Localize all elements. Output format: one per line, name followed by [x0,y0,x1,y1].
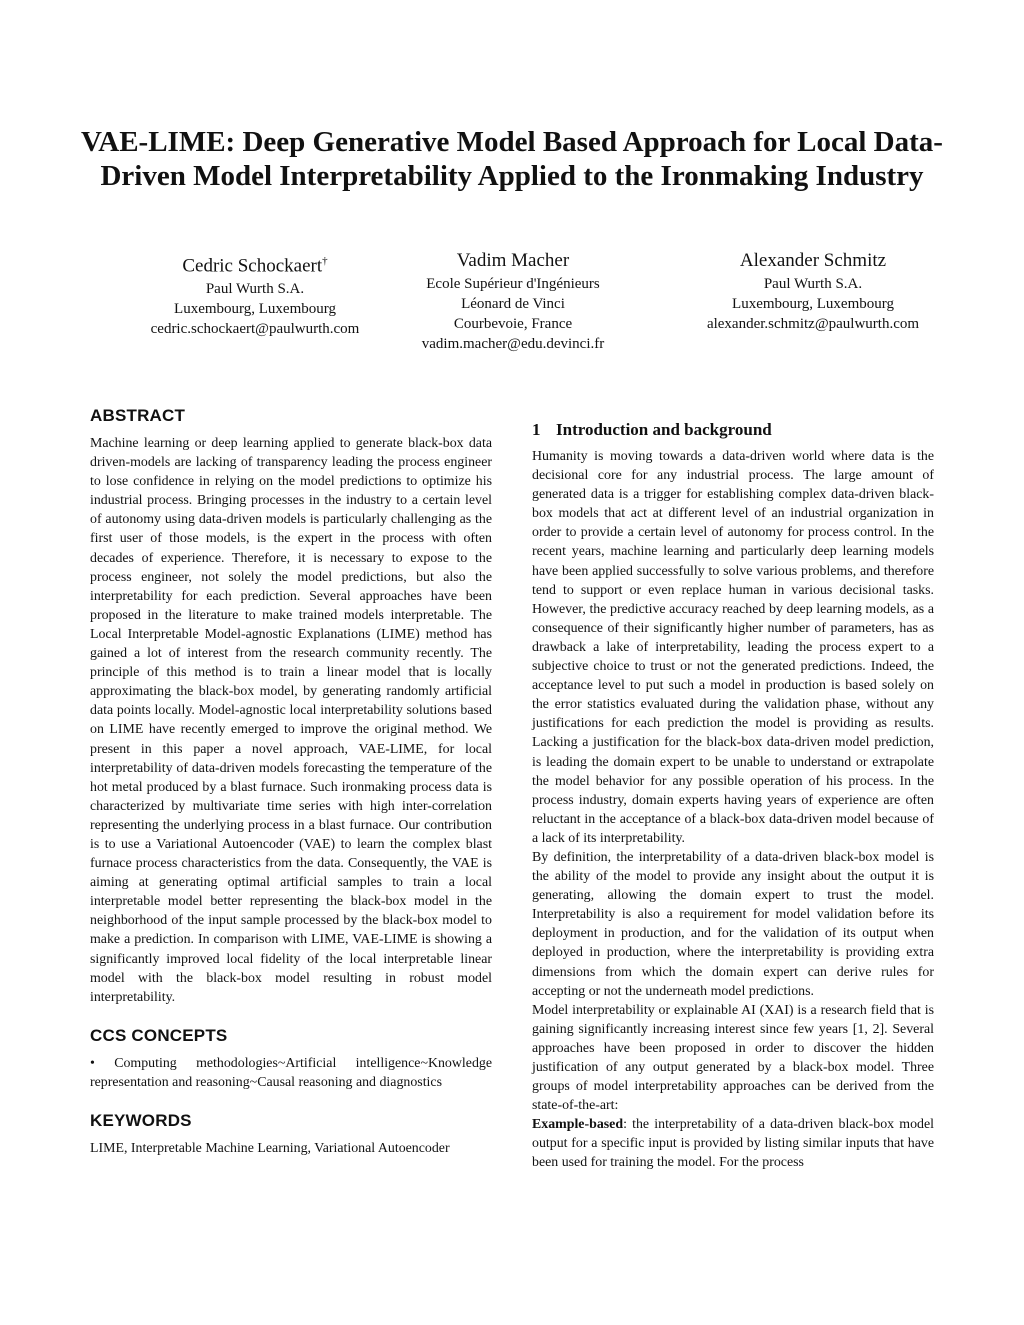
author-location: Courbevoie, France [453,316,573,332]
author-name: Vadim Macher [456,250,570,271]
paper-title: VAE-LIME: Deep Generative Model Based Approach for Local Data-Driven Model Interpretability Applied to the Ironmaking Industry [81,126,943,192]
author-affiliation: Ecole Supérieur d'Ingénieurs [426,276,600,292]
term-example-based: Example-based [532,1117,624,1133]
author-block-3 [663,249,963,334]
intro-paragraph-1: Humanity is moving towards a data-driven world where data is the decisional core for any industrial process. The large amount of generated data is a trigger for establishing complex data-driven black-box models that act at different level of an industrial organization in order to provide a certain level of autonomy for process control. In the recent years, machine learning and particularly deep learning models have been applied successfully to solve various problems, and therefore tend to support or even replace human in various decisional tasks. However, the predictive accuracy reached by deep learning models, as a consequence of their significantly higher number of parameters, has as drawback a lake of interpretability, leading the process expert to a subjective choice to trust or not the generated predictions. Indeed, the acceptance level to put such a model in production is based solely on the error statistics evaluated during the validation phase, without any justifications for each prediction the model is providing as results. Lacking a justification for the black-box data-driven model prediction, is leading the domain expert to be unable to understand or extrapolate the model behavior for any possible operation of his process. In the process industry, domain experts having years of experience are often reluctant in the acceptance of a black-box data-driven model because of a lack of its interpretability. [532,449,934,846]
author-email: vadim.macher@edu.devinci.fr [421,336,605,352]
intro-paragraph-3: Model interpretability or explainable AI (XAI) is a research field that is gaining significantly increasing interest since few years [1, 2]. Several approaches have been proposed in order to discover the hidden justification of any output generated by a black-box model. Three groups of model interpretability approaches can be derived from the state-of-the-art: [532,1002,934,1114]
abstract-heading: ABSTRACT [90,406,186,425]
section-title: Introduction and background [556,420,772,439]
right-column [532,419,934,1173]
author-name: Cedric Schockaert† [182,255,328,277]
keywords-heading: KEYWORDS [90,1111,192,1130]
author-affiliation: Paul Wurth S.A. [205,281,305,298]
author-affiliation: Paul Wurth S.A. [763,276,863,292]
ccs-heading: CCS CONCEPTS [90,1025,228,1045]
author-block-2 [363,249,663,354]
section-number: 1 [532,420,541,439]
author-email: cedric.schockaert@paulwurth.com [150,321,360,338]
author-block-1 [105,249,405,339]
abstract-text: Machine learning or deep learning applied to generate black-box data driven-models are lacking of transparency leading the process engineer to lose confidence in relying on the model predictions to optimize his industrial process. Bringing processes in the industry to a certain level of autonomy using data-driven models is particularly challenging as the first user of those models, is the expert in the process with often decades of experience. Therefore, it is necessary to expose to the process engineer, not solely the model predictions, but also the interpretability for each prediction. Several approaches have been proposed in the literature to make trained models interpretable. The Local Interpretable Model-agnostic Explanations (LIME) method has gained a lot of interest from the research community recently. The principle of this method is to train a linear model that is locally approximating the black-box model, by generating randomly artificial data points locally. Model-agnostic local interpretability solutions based on LIME have recently emerged to improve the original method. We present in this paper a novel approach, VAE-LIME, for local interpretability of data-driven models forecasting the temperature of the hot metal produced by a blast furnace. Such ironmaking process data is characterized by multivariate time series with high inter-correlation representing the underlying process in a blast furnace. Our contribution is to use a Variational Autoencoder (VAE) to learn the complex blast furnace process characteristics from the data. Consequently, the VAE is aiming at generating optimal artificial samples to train a local interpretable model better representing the black-box model in the neighborhood of the input sample processed by the black-box model to make a prediction. In comparison with LIME, VAE-LIME is showing a significantly improved local fidelity of the local interpretable linear model with the black-box model resulting in robust model interpretability. [90,436,492,1005]
author-affiliation: Léonard de Vinci [461,296,565,312]
intro-paragraph-4: Example-based: the interpretability of a data-driven black-box model output for a specific input is provided by listing similar inputs that have been used for training the model. For the process [532,1117,934,1171]
author-location: Luxembourg, Luxembourg [174,301,336,318]
corresponding-mark: † [322,255,328,267]
ccs-text: • Computing methodologies~Artificial intelligence~Knowledge representation and reasoning~Causal reasoning and diagnostics [90,1055,492,1090]
section-heading-introduction [532,419,934,441]
intro-paragraph-2: By definition, the interpretability of a data-driven black-box model is the ability of the model to provide any insight about the output it is generating, allowing the domain expert to trust the model. Interpretability is also a requirement for model validation before its deployment in production, and for the validation of its output when deployed in production, where the interpretability is providing extra dimensions from which the domain expert can derive rules for accepting or not the underneath model predictions. [532,849,934,999]
author-name: Alexander Schmitz [739,250,887,271]
author-email: alexander.schmitz@paulwurth.com [706,316,920,332]
keywords-text: LIME, Interpretable Machine Learning, Variational Autoencoder [90,1141,450,1156]
author-location: Luxembourg, Luxembourg [732,296,894,312]
left-column [90,405,492,1158]
